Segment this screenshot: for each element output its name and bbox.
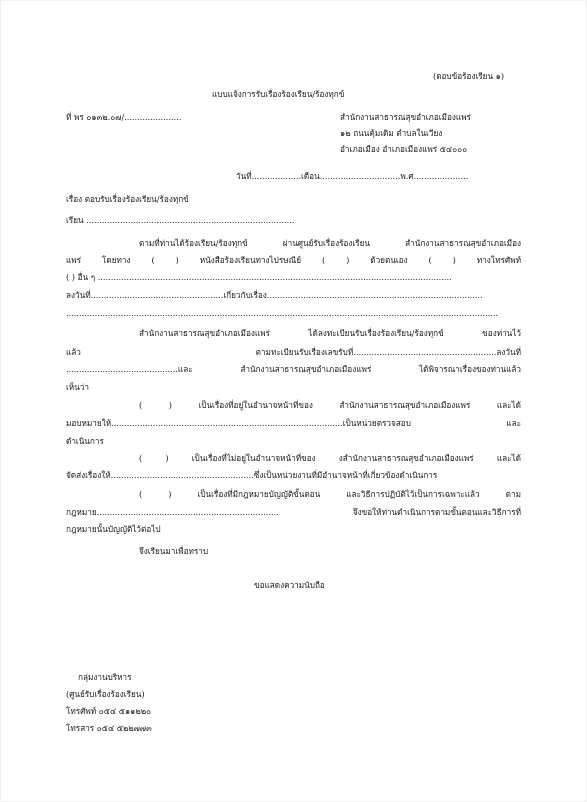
option-3-line-3: กฎหมายนั้นบัญญัติไว้ต่อไป bbox=[66, 524, 161, 534]
paragraph-1-line-2: แพร่ โดยทาง ( ) หนังสือร้องเรียนทางไปรษณีย์ ( ) ด้วยตนเอง ( ) ทางโทรศัพท์ bbox=[66, 255, 521, 265]
paragraph-1-line-4: ลงวันที่...................................................เกี่ยวกับเรื่อง................................................................................... bbox=[66, 290, 483, 300]
option-2-line-1: ( ) เป็นเรื่องที่ไม่อยู่ในอำนาจหน้าที่ของ งสำนักงานสาธารณสุขอำเภอเมืองแพร่ และได้ bbox=[139, 453, 521, 463]
paragraph-2-line-4: เห็นว่า bbox=[66, 382, 89, 392]
option-1-line-3: ดำเนินการ bbox=[66, 436, 104, 446]
paragraph-1-line-5: ...................................................................................................................................................................... bbox=[66, 308, 499, 318]
option-3-line-2: กฎหมาย...................................................................... จึงขอให้ท่านดำเนินการตามขั้นตอนและวิธีการที่ bbox=[66, 507, 521, 517]
subject-line: เรื่อง ตอบรับเรื่องร้องเรียน/ร้องทุกข์ bbox=[66, 194, 189, 204]
office-address-line-2: ๑๒ ถนนคุ้มเดิม ตำบลในเวียง bbox=[340, 128, 443, 138]
reference-number: ที่ พร ๐๑๓๒.๐๗/...................... bbox=[66, 112, 182, 122]
form-tag: (ตอบข้อร้องเรียน ๑) bbox=[433, 71, 505, 81]
paragraph-1-line-3: ( ) อื่น ๆ ........................................................................................................................................ bbox=[66, 272, 452, 282]
office-address-line-3: อำเภอเมือง อำเภอเมืองแพร่ ๕๔๐๐๐ bbox=[340, 144, 468, 154]
date-line: วันที่...................เดือน...............................พ.ศ..................... bbox=[236, 171, 469, 181]
office-address-line-1: สำนักงานสาธารณสุขอำเภอเมืองแพร่ bbox=[340, 112, 471, 122]
option-1-line-1: ( ) เป็นเรื่องที่อยู่ในอำนาจหน้าที่ของ สำนักงานสาธารณสุขอำเภอเมืองแพร่ และได้ bbox=[139, 400, 521, 410]
option-1-line-2: มอบหมายให้.........................................................................................เป็นหน่วยตรวจสอบ และ bbox=[66, 418, 521, 428]
footer-group: กลุ่มงานบริหาร bbox=[78, 672, 132, 682]
document-title: แบบแจ้งการรับเรื่องร้องเรียน/ร้องทุกข์ bbox=[212, 89, 345, 99]
paragraph-1-line-1: ตามที่ท่านได้ร้องเรียน/ร้องทุกข์ ผ่านศูนย์รับเรื่องร้องเรียน สำนักงานสาธารณสุขอำเภอเมือง bbox=[139, 238, 521, 248]
footer-phone: โทรศัพท์ ๐๕๔ ๕๑๑๒๒๐ bbox=[66, 706, 152, 716]
addressee-line: เรียน ................................................................................ bbox=[66, 215, 295, 225]
footer-center: (ศูนย์รับเรื่องร้องเรียน) bbox=[66, 689, 145, 699]
paragraph-2-line-1: สำนักงานสาธารณสุขอำเภอเมืองแพร่ ได้ลงทะเบียนรับเรื่องร้องเรียน/ร้องทุกข์ ของท่านไว้ bbox=[139, 328, 521, 338]
option-3-line-1: ( ) เป็นเรื่องที่มีกฎหมายบัญญัติขั้นตอน และวิธีการปฏิบัติไว้เป็นการเฉพาะแล้ว ตาม bbox=[139, 489, 521, 499]
closing-request: จึงเรียนมาเพื่อทราบ bbox=[139, 546, 209, 556]
footer-fax: โทรสาร ๐๕๔ ๕๒๒๗๗๓ bbox=[66, 723, 152, 733]
paragraph-2-line-2: แล้ว ตามทะเบียนรับเรื่องเลขรับที่.......................................................ลงวันที่ bbox=[66, 347, 521, 357]
closing-salutation: ขอแสดงความนับถือ bbox=[254, 580, 325, 590]
paragraph-2-line-3: ...........................................และ สำนักงานสาธารณสุขอำเภอเมืองแพร่ ได้พิจารณาเรื่องของท่านแล้ว bbox=[66, 364, 521, 374]
option-2-line-2: จัดส่งเรื่องให้.......................................................ซึ่งเป็นหน่วยงานที่มีอำนาจหน้าที่เกี่ยวข้องดำเนินการ bbox=[66, 470, 438, 480]
